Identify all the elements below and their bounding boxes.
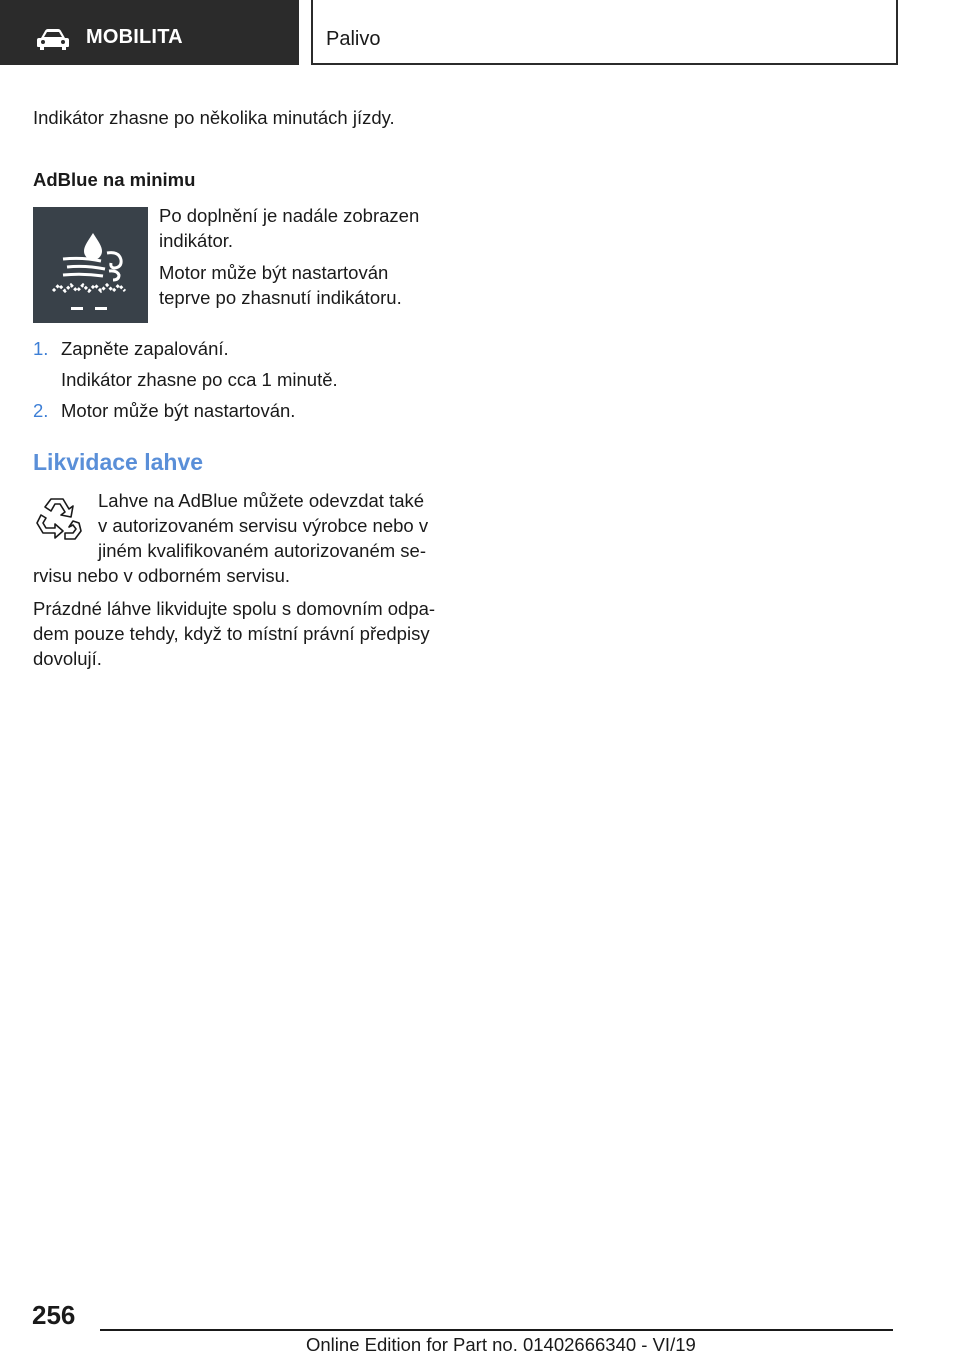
step-text: Zapněte zapalování. [61, 338, 229, 359]
adblue-text1-line1: Po doplnění je nadále zobrazen [159, 205, 420, 226]
chapter-tab [311, 0, 898, 65]
disposal-para2-line: dovolují. [33, 648, 102, 669]
section-label: MOBILITA [86, 26, 183, 48]
adblue-min-heading: AdBlue na minimu [33, 169, 196, 190]
disposal-para2-line: dem pouze tehdy, když to místní právní předpisy [33, 623, 430, 644]
step-number: 1. [33, 338, 49, 359]
section-tab [0, 0, 299, 65]
chapter-title: Palivo [326, 28, 381, 50]
car-icon [36, 27, 70, 51]
disposal-heading: Likvidace lahve [33, 449, 204, 475]
disposal-para2-line: Prázdné láhve likvidujte spolu s domovním odpa‐ [33, 598, 436, 619]
adblue-text2-line1: Motor může být nastartován [159, 262, 389, 283]
adblue-text1-line2: indikátor. [159, 230, 234, 251]
adblue-warning-icon [33, 207, 148, 323]
disposal-para1-line: v autorizovaném servisu výrobce nebo v [98, 515, 429, 536]
step-subtext: Indikátor zhasne po cca 1 minutě. [61, 369, 338, 390]
adblue-warning-icon-box [33, 207, 148, 323]
step-number: 2. [33, 400, 49, 421]
disposal-para1-line: rvisu nebo v odborném servisu. [33, 565, 291, 586]
adblue-text2-line2: teprve po zhasnutí indikátoru. [159, 287, 402, 308]
disposal-para1-line: jiném kvalifikovaném autorizovaném se‐ [98, 540, 426, 561]
footer-divider [100, 1329, 893, 1331]
recycle-icon [33, 493, 85, 545]
page-number: 256 [32, 1300, 76, 1330]
intro-text: Indikátor zhasne po několika minutách jízdy. [33, 107, 395, 128]
step-text: Motor může být nastartován. [61, 400, 296, 421]
edition-text: Online Edition for Part no. 01402666340 - VI/19 [306, 1334, 696, 1355]
disposal-para1-line: Lahve na AdBlue můžete odevzdat také [98, 490, 425, 511]
